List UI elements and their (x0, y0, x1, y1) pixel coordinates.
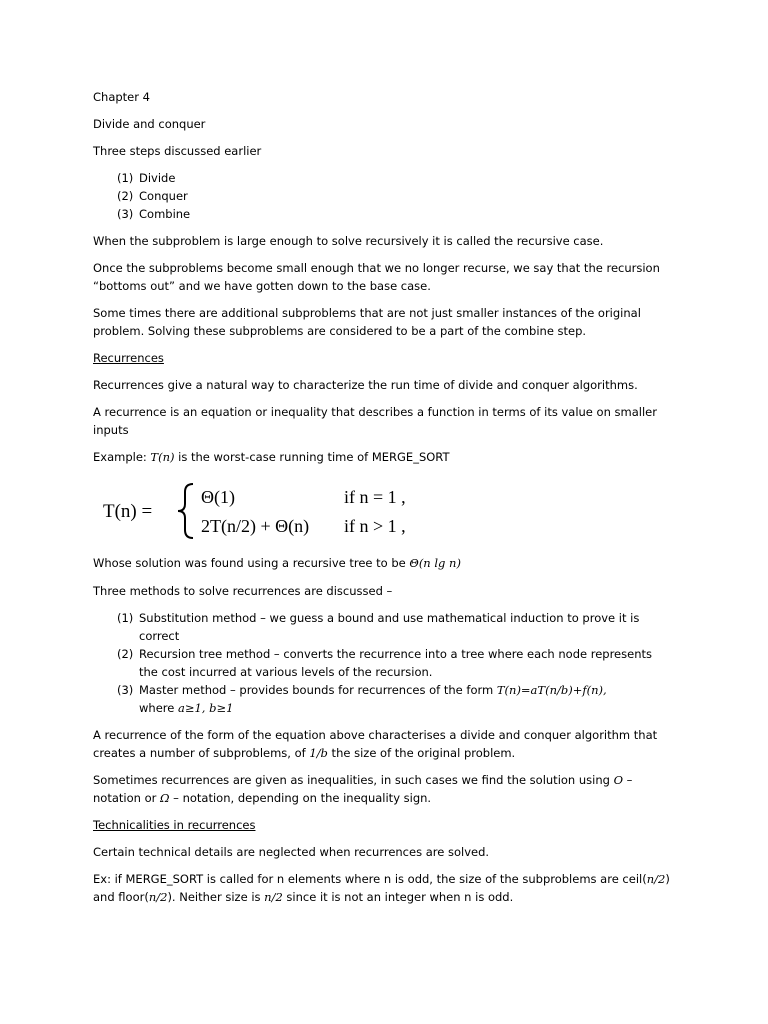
left-brace (178, 484, 193, 538)
methods-list (93, 609, 673, 717)
case1-expression: Θ(1) (201, 487, 235, 507)
paragraph-natural: Recurrences give a natural way to characterize the run time of divide and conquer algorithms. (93, 378, 638, 392)
half-n-math: n/2 (646, 872, 666, 886)
document-page (93, 88, 673, 906)
paragraph-line: A recurrence of the form of the equation above characterises a divide and conquer algorithm that (93, 728, 658, 742)
paragraph-line: “bottoms out” and we have gotten down to the base case. (93, 279, 431, 293)
list-item (117, 187, 673, 205)
list-body (139, 609, 639, 645)
half-n-math: n/2 (264, 890, 283, 904)
solution-math: Θ(n lg n) (409, 556, 461, 570)
case1-condition: if n = 1 , (344, 487, 406, 507)
text-span: the size of the original problem. (327, 746, 516, 760)
text-span: – notation, depending on the inequality sign. (169, 791, 432, 805)
big-o-math: O (613, 773, 624, 787)
list-item (117, 681, 673, 717)
list-label: Combine (139, 207, 191, 221)
section-title: Divide and conquer (93, 117, 206, 131)
example-suffix: is the worst-case running time of MERGE_SORT (174, 450, 450, 464)
chapter-heading: Chapter 4 (93, 90, 150, 104)
paragraph-line: A recurrence is an equation or inequality that describes a function in terms of its value on smaller (93, 405, 657, 419)
text-span: Ex: if MERGE_SORT is called for n elements where n is odd, the size of the subproblems are ceil( (93, 872, 647, 886)
technicalities-heading: Technicalities in recurrences (93, 818, 256, 832)
recurrences-heading: Recurrences (93, 351, 164, 365)
methods-intro: Three methods to solve recurrences are discussed – (93, 584, 393, 598)
list-line: Recursion tree method – converts the recurrence into a tree where each node represents (139, 647, 652, 661)
fraction-math: 1/b (309, 746, 328, 760)
list-body (139, 681, 607, 717)
paragraph-line (93, 789, 673, 807)
paragraph-form (93, 726, 673, 762)
example-prefix: Example: (93, 450, 151, 464)
text-span: Sometimes recurrences are given as inequalities, in such cases we find the solution using (93, 773, 614, 787)
paragraph-line: Some times there are additional subproblems that are not just smaller instances of the original (93, 306, 641, 320)
text-span: since it is not an integer when n is odd. (282, 890, 514, 904)
master-constraints-math: a≥1, b≥1 (177, 701, 234, 715)
list-item (117, 645, 673, 681)
list-number: (1) (117, 611, 134, 625)
solution-prefix: Whose solution was found using a recursive tree to be (93, 556, 410, 570)
text-span: and floor( (93, 890, 149, 904)
list-line: Substitution method – we guess a bound and use mathematical induction to prove it is (139, 611, 640, 625)
list-number: (2) (117, 647, 134, 661)
master-form-math: T(n)=aT(n/b)+f(n), (496, 683, 607, 697)
list-line: where (139, 701, 178, 715)
list-item (117, 609, 673, 645)
paragraph-recursive-case: When the subproblem is large enough to solve recursively it is called the recursive case. (93, 234, 604, 248)
paragraph-inequalities (93, 771, 673, 807)
paragraph-line: inputs (93, 423, 129, 437)
list-line: Master method – provides bounds for recurrences of the form (139, 683, 497, 697)
text-span: ) (665, 872, 670, 886)
list-number: (3) (117, 683, 134, 697)
text-span: ). Neither size is (167, 890, 265, 904)
paragraph-line (93, 870, 673, 888)
paragraph-definition (93, 403, 673, 439)
example-line (93, 448, 673, 466)
list-number: (3) (117, 207, 134, 221)
equation-lhs: T(n) = (103, 501, 153, 522)
steps-intro: Three steps discussed earlier (93, 144, 262, 158)
paragraph-neglected: Certain technical details are neglected when recurrences are solved. (93, 845, 490, 859)
steps-list (93, 169, 673, 223)
recurrence-equation (93, 480, 673, 542)
paragraph-line (93, 888, 673, 906)
list-item (117, 169, 673, 187)
list-body (139, 645, 652, 681)
half-n-math: n/2 (148, 890, 168, 904)
omega-math: Ω (159, 791, 170, 805)
paragraph-line: problem. Solving these subproblems are considered to be a part of the combine step. (93, 324, 587, 338)
text-span: – (623, 773, 633, 787)
example-math: T(n) (150, 450, 175, 464)
paragraph-example (93, 870, 673, 906)
list-label: Conquer (139, 189, 188, 203)
list-label: Divide (139, 171, 176, 185)
list-number: (1) (117, 171, 134, 185)
list-number: (2) (117, 189, 134, 203)
equation-graphic (101, 480, 461, 542)
text-span: creates a number of subproblems, of (93, 746, 310, 760)
list-item (117, 205, 673, 223)
paragraph-base-case (93, 259, 673, 295)
text-span: notation or (93, 791, 160, 805)
paragraph-line (93, 771, 673, 789)
case2-expression: 2T(n/2) + Θ(n) (201, 516, 310, 536)
case2-condition: if n > 1 , (344, 516, 406, 536)
paragraph-line: Once the subproblems become small enough that we no longer recurse, we say that the recursion (93, 261, 660, 275)
solution-line (93, 554, 673, 572)
paragraph-additional (93, 304, 673, 340)
list-line: correct (139, 629, 180, 643)
list-line: the cost incurred at various levels of the recursion. (139, 665, 433, 679)
paragraph-line (93, 744, 673, 762)
